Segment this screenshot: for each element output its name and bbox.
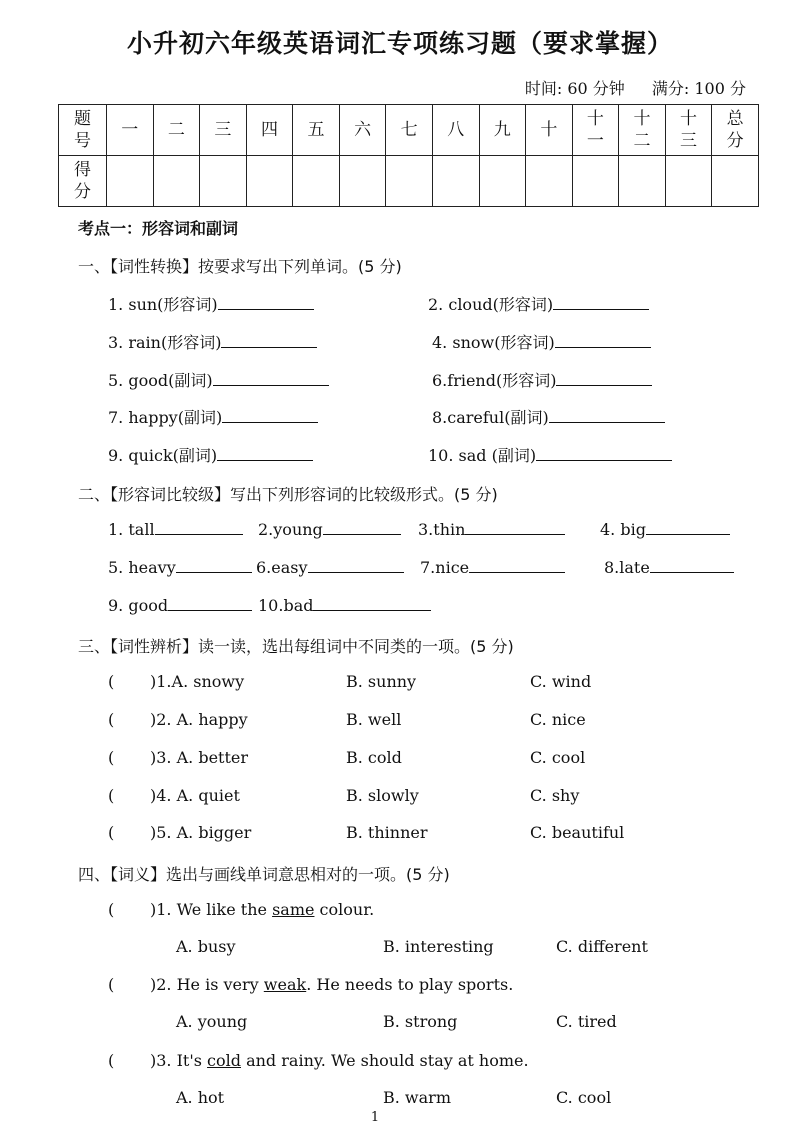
part3-option-a: )3. A. better bbox=[150, 748, 249, 767]
answer-bracket[interactable]: ( bbox=[108, 823, 115, 842]
part3-heading: 三、【词性辨析】读一读，选出每组词中不同类的一项。(5 分) bbox=[78, 637, 514, 656]
score-col-header: 二 bbox=[153, 105, 200, 156]
score-cell[interactable] bbox=[572, 156, 619, 207]
score-cell[interactable] bbox=[712, 156, 759, 207]
score-cell[interactable] bbox=[339, 156, 386, 207]
part4-option-a: A. young bbox=[176, 1012, 248, 1031]
score-col-header: 十 三 bbox=[665, 105, 712, 156]
answer-bracket[interactable]: ( bbox=[108, 786, 115, 805]
score-table-score-row bbox=[59, 156, 759, 207]
part3-option-c: C. nice bbox=[530, 710, 586, 729]
page-number: 1 bbox=[370, 1110, 380, 1125]
part4-heading: 四、【词义】选出与画线单词意思相对的一项。(5 分) bbox=[78, 865, 450, 884]
part1-item: 5. good(副词) bbox=[108, 368, 329, 391]
score-cell[interactable] bbox=[386, 156, 433, 207]
part4-option-c: C. tired bbox=[556, 1012, 617, 1031]
part1-item: 8.careful(副词) bbox=[432, 405, 665, 428]
underlined-word: weak bbox=[263, 975, 307, 994]
exam-meta bbox=[503, 76, 746, 99]
part2-item: 8.late bbox=[604, 558, 734, 577]
part3-option-b: B. thinner bbox=[346, 823, 428, 842]
part3-option-c: C. wind bbox=[530, 672, 592, 691]
score-table-header-row bbox=[59, 105, 759, 156]
part3-option-a: )2. A. happy bbox=[150, 710, 248, 729]
part4-question: )2. He is very weak. He needs to play sports. bbox=[150, 975, 514, 994]
underlined-word: same bbox=[272, 900, 315, 919]
part4-question: )1. We like the same colour. bbox=[150, 900, 375, 919]
part3-option-a: )5. A. bigger bbox=[150, 823, 252, 842]
score-cell[interactable] bbox=[526, 156, 573, 207]
part1-item: 6.friend(形容词) bbox=[432, 368, 652, 391]
part2-item: 6.easy bbox=[256, 558, 404, 577]
part4-option-c: C. cool bbox=[556, 1088, 612, 1107]
score-cell[interactable] bbox=[293, 156, 340, 207]
part3-option-c: C. cool bbox=[530, 748, 586, 767]
part1-item: 7. happy(副词) bbox=[108, 405, 318, 428]
time-limit: 时间: 60 分钟 bbox=[524, 79, 625, 98]
score-col-header: 四 bbox=[246, 105, 293, 156]
score-col-header: 总 分 bbox=[712, 105, 759, 156]
score-cell[interactable] bbox=[153, 156, 200, 207]
part3-option-b: B. well bbox=[346, 710, 402, 729]
score-col-header: 七 bbox=[386, 105, 433, 156]
part2-item: 3.thin bbox=[418, 520, 565, 539]
part3-option-b: B. slowly bbox=[346, 786, 419, 805]
score-col-header: 八 bbox=[432, 105, 479, 156]
score-col-header: 三 bbox=[200, 105, 247, 156]
part2-item: 4. big bbox=[600, 520, 730, 539]
part4-question: )3. It's cold and rainy. We should stay at home. bbox=[150, 1051, 529, 1070]
score-cell[interactable] bbox=[479, 156, 526, 207]
row-label-score: 得 分 bbox=[59, 156, 107, 207]
score-cell[interactable] bbox=[107, 156, 154, 207]
part1-item: 3. rain(形容词) bbox=[108, 330, 317, 353]
part2-item: 5. heavy bbox=[108, 558, 252, 577]
score-col-header: 一 bbox=[107, 105, 154, 156]
part3-option-c: C. shy bbox=[530, 786, 580, 805]
part3-option-a: )1.A. snowy bbox=[150, 672, 245, 691]
score-col-header: 六 bbox=[339, 105, 386, 156]
score-col-header: 九 bbox=[479, 105, 526, 156]
score-col-header: 五 bbox=[293, 105, 340, 156]
part1-item: 9. quick(副词) bbox=[108, 443, 313, 466]
part2-item: 10.bad bbox=[258, 596, 431, 615]
part1-item: 10. sad (副词) bbox=[428, 443, 672, 466]
part4-option-c: C. different bbox=[556, 937, 648, 956]
part3-option-b: B. sunny bbox=[346, 672, 417, 691]
part4-option-a: A. hot bbox=[176, 1088, 225, 1107]
part1-heading: 一、【词性转换】按要求写出下列单词。(5 分) bbox=[78, 257, 402, 276]
underlined-word: cold bbox=[207, 1051, 241, 1070]
score-cell[interactable] bbox=[432, 156, 479, 207]
part3-option-c: C. beautiful bbox=[530, 823, 625, 842]
part2-heading: 二、【形容词比较级】写出下列形容词的比较级形式。(5 分) bbox=[78, 485, 498, 504]
part1-item: 4. snow(形容词) bbox=[432, 330, 651, 353]
part2-item: 7.nice bbox=[420, 558, 565, 577]
part2-item: 1. tall bbox=[108, 520, 243, 539]
part2-item: 9. good bbox=[108, 596, 252, 615]
score-cell[interactable] bbox=[619, 156, 666, 207]
part1-item: 2. cloud(形容词) bbox=[428, 292, 649, 315]
answer-bracket[interactable]: ( bbox=[108, 748, 115, 767]
score-cell[interactable] bbox=[246, 156, 293, 207]
part3-option-a: )4. A. quiet bbox=[150, 786, 240, 805]
answer-bracket[interactable]: ( bbox=[108, 710, 115, 729]
part4-option-b: B. strong bbox=[383, 1012, 458, 1031]
score-cell[interactable] bbox=[200, 156, 247, 207]
answer-bracket[interactable]: ( bbox=[108, 1051, 115, 1070]
part4-option-a: A. busy bbox=[176, 937, 236, 956]
part4-option-b: B. interesting bbox=[383, 937, 494, 956]
score-cell[interactable] bbox=[665, 156, 712, 207]
score-table bbox=[58, 104, 759, 207]
part3-option-b: B. cold bbox=[346, 748, 402, 767]
score-col-header: 十 二 bbox=[619, 105, 666, 156]
full-score: 满分: 100 分 bbox=[651, 79, 746, 98]
answer-bracket[interactable]: ( bbox=[108, 900, 115, 919]
row-label-question-number: 题 号 bbox=[59, 105, 107, 156]
page-title: 小升初六年级英语词汇专项练习题（要求掌握） bbox=[126, 29, 673, 58]
score-col-header: 十 一 bbox=[572, 105, 619, 156]
topic-heading: 考点一：形容词和副词 bbox=[78, 219, 239, 238]
part4-option-b: B. warm bbox=[383, 1088, 451, 1107]
answer-bracket[interactable]: ( bbox=[108, 975, 115, 994]
part2-item: 2.young bbox=[258, 520, 401, 539]
answer-bracket[interactable]: ( bbox=[108, 672, 115, 691]
score-col-header: 十 bbox=[526, 105, 573, 156]
part1-item: 1. sun(形容词) bbox=[108, 292, 314, 315]
